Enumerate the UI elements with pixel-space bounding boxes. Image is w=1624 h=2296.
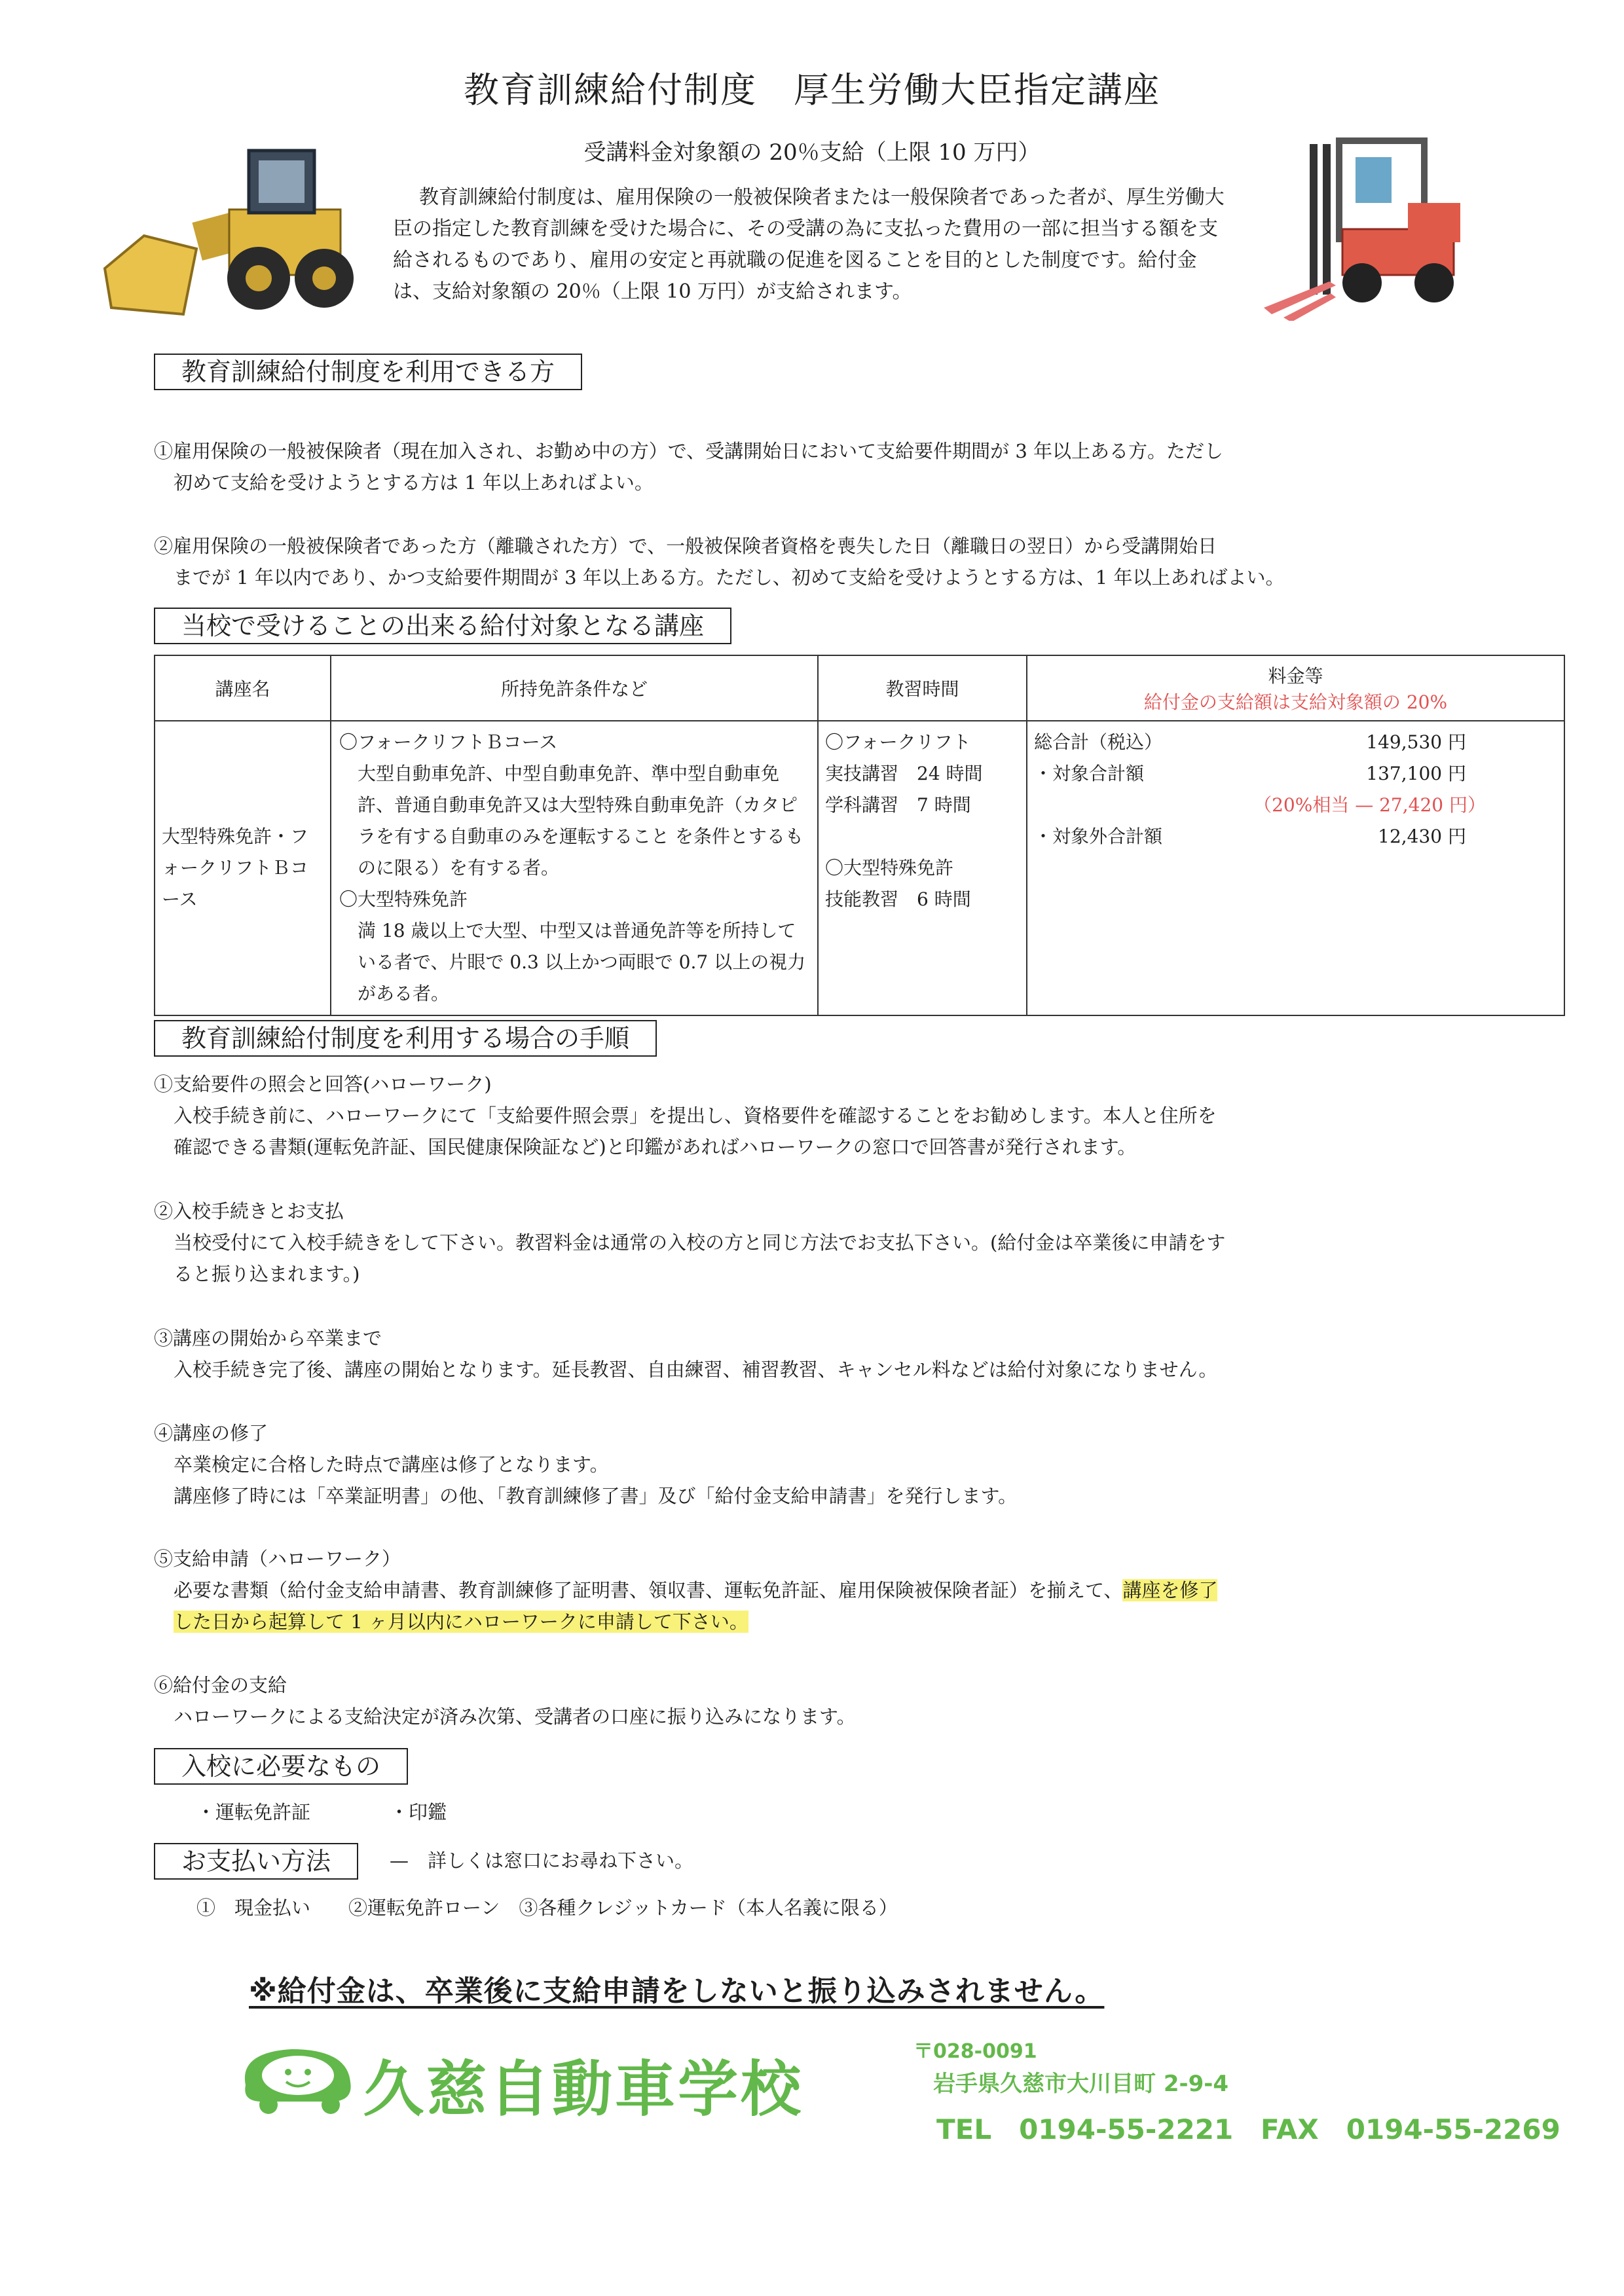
payment-heading: お支払い方法 <box>154 1843 358 1880</box>
fee-target: 137,100 円 <box>1366 763 1466 784</box>
course-condition-cell: 〇フォークリフトＢコース 大型自動車免許、中型自動車免許、準中型自動車免許、普通自動車免許又は大型特殊自動車免許（カタピラを有する自動車のみを運転すること を条件とするものに限る）を有する者。 〇大型特殊免許 満 18 歳以上で大型、中型又は普通免許等を所持している者で、片眼で 0.3 以上かつ両眼で 0.7 以上の視力がある者。 <box>331 721 818 1015</box>
school-name: 久慈自動車学校 <box>363 2054 804 2124</box>
required-item-license: ・運転免許証 <box>196 1801 311 1823</box>
required-heading: 入校に必要なもの <box>154 1748 408 1785</box>
eligibility-heading: 教育訓練給付制度を利用できる方 <box>154 354 582 390</box>
procedure-step-1: ①支給要件の照会と回答(ハローワーク) 入校手続き前に、ハローワークにて「支給要件照会票」を提出し、資格要件を確認することをお勧めします。本人と住所を 確認できる書類(運転免許証、国民健康保険証など)と印鑑があればハローワークの窓口で回答書が発行されます。 <box>154 1073 1217 1158</box>
intro-paragraph: 教育訓練給付制度は、雇用保険の一般被保険者または一般保険者であった者が、厚生労働大臣の指定した教育訓練を受けた場合に、その受講の為に支払った費用の一部に担当する額を支給されるものであり、雇用の安定と再就職の促進を図ることを目的とした制度です。給付金は、支給対象額の 20％（上限 10 万円）が支給されます。 <box>393 186 1225 303</box>
school-tel: TEL 0194-55-2221 <box>936 2113 1234 2145</box>
course-hours-cell: 〇フォークリフト 実技講習 24 時間 学科講習 7 時間 〇大型特殊免許 技能教習 6 時間 <box>818 721 1027 1015</box>
forklift-image <box>1257 131 1480 321</box>
table-header-row <box>155 655 1564 721</box>
page-subtitle: 受講料金対象額の 20％支給（上限 10 万円） <box>583 139 1041 166</box>
page-title: 教育訓練給付制度 厚生労働大臣指定講座 <box>464 69 1160 111</box>
col-name-header: 講座名 <box>155 655 331 721</box>
course-fee-cell: 総合計（税込） 149,530 円 ・対象合計額 137,100 円 （20%相当 — 27,420 円） ・対象外合計額 12,430 円 <box>1027 721 1564 1015</box>
wheel-loader-image <box>98 137 360 327</box>
school-fax: FAX 0194-55-2269 <box>1261 2113 1560 2145</box>
required-item-seal: ・印鑑 <box>390 1801 447 1823</box>
procedure-step-2: ②入校手続きとお支払 当校受付にて入校手続きをして下さい。教習料金は通常の入校の方と同じ方法でお支払下さい。(給付金は卒業後に申請をす ると振り込まれます。) <box>154 1200 1226 1285</box>
warning-notice: ※給付金は、卒業後に支給申請をしないと振り込みされません。 <box>249 1975 1105 2008</box>
table-row <box>155 721 1564 1015</box>
col-hours-header: 教習時間 <box>818 655 1027 721</box>
courses-heading: 当校で受けることの出来る給付対象となる講座 <box>154 608 731 644</box>
procedure-step-4: ④講座の修了 卒業検定に合格した時点で講座は修了となります。 講座修了時には「卒業証明書」の他、「教育訓練修了書」及び「給付金支給申請書」を発行します。 <box>154 1422 1018 1507</box>
fee-note: 給付金の支給額は支給対象額の 20% <box>1143 691 1448 713</box>
deadline-highlight: 講座を修了 <box>1122 1579 1218 1601</box>
course-name-cell: 大型特殊免許・フォークリフトＢコース <box>155 721 331 1015</box>
col-condition-header: 所持免許条件など <box>331 655 818 721</box>
procedure-heading: 教育訓練給付制度を利用する場合の手順 <box>154 1020 657 1057</box>
school-address: 岩手県久慈市大川目町 2-9-4 <box>933 2071 1229 2097</box>
payment-note: — 詳しくは窓口にお尋ね下さい。 <box>390 1850 694 1872</box>
deadline-highlight-2: した日から起算して 1 ヶ月以内にハローワークに申請して下さい。 <box>174 1611 748 1633</box>
fee-nontarget: 12,430 円 <box>1378 826 1466 847</box>
col-fee-header: 料金等 給付金の支給額は支給対象額の 20% <box>1027 655 1564 721</box>
procedure-step-5: ⑤支給申請（ハローワーク） 必要な書類（給付金支給申請書、教育訓練修了証明書、領収書、運転免許証、雇用保険被保険者証）を揃えて、講座を修了 した日から起算して 1 ヶ月以内にハローワークに申請して下さい。 <box>154 1548 1218 1633</box>
payment-options: ① 現金払い ②運転免許ローン ③各種クレジットカード（本人名義に限る） <box>196 1897 898 1919</box>
fee-benefit: （20%相当 — 27,420 円） <box>1253 794 1486 816</box>
procedure-step-6: ⑥給付金の支給 ハローワークによる支給決定が済み次第、受講者の口座に振り込みになります。 <box>154 1674 856 1728</box>
eligibility-item-1: ①雇用保険の一般被保険者（現在加入され、お勤め中の方）で、受講開始日において支給要件期間が 3 年以上ある方。ただし 初めて支給を受けようとする方は 1 年以上あればよい。 <box>154 440 1224 494</box>
course-table <box>154 655 1565 1016</box>
procedure-step-3: ③講座の開始から卒業まで 入校手続き完了後、講座の開始となります。延長教習、自由練習、補習教習、キャンセル料などは給付対象になりません。 <box>154 1327 1218 1381</box>
eligibility-item-2: ②雇用保険の一般被保険者であった方（離職された方）で、一般被保険者資格を喪失した日（離職日の翌日）から受講開始日 までが 1 年以内であり、かつ支給要件期間が 3 年以上ある方。ただし、初めて支給を受けようとする方は、1 年以上あればよい。 <box>154 535 1285 589</box>
school-postal: 〒028-0091 <box>913 2040 1037 2063</box>
fee-total: 149,530 円 <box>1366 731 1466 753</box>
school-mascot-logo <box>232 2039 363 2118</box>
